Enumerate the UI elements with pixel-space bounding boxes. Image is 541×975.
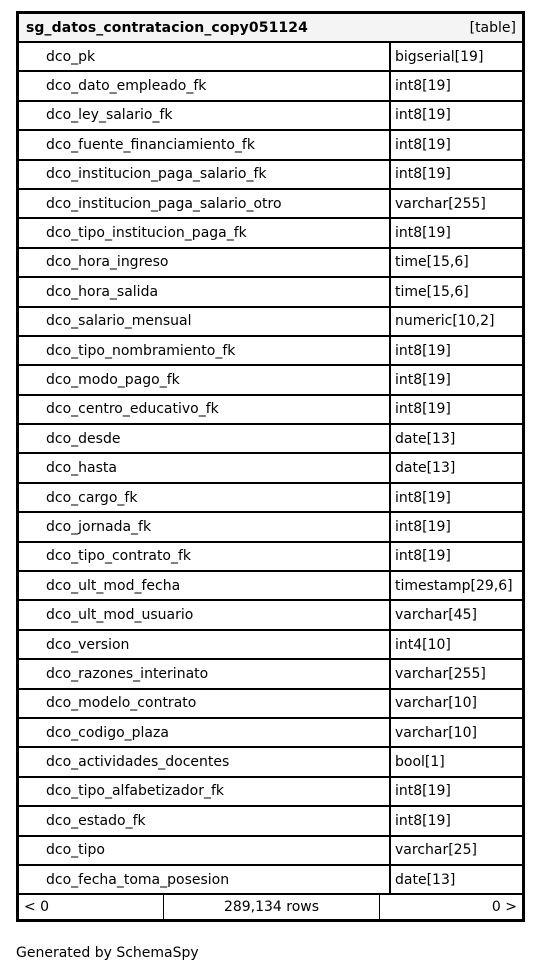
- column-row: [19, 190, 522, 219]
- column-type: varchar[10]: [395, 724, 477, 741]
- column-name: dco_tipo_institucion_paga_fk: [19, 219, 391, 246]
- column-row: [19, 102, 522, 131]
- table-header: [19, 14, 522, 43]
- column-name: dco_version: [19, 631, 391, 658]
- column-row: [19, 660, 522, 689]
- column-row: [19, 837, 522, 866]
- column-row: [19, 690, 522, 719]
- column-name: dco_salario_mensual: [19, 308, 391, 335]
- column-name: dco_hasta: [19, 454, 391, 481]
- column-row: [19, 719, 522, 748]
- column-type: varchar[45]: [395, 607, 477, 624]
- column-name: dco_ult_mod_fecha: [19, 572, 391, 599]
- column-row: [19, 72, 522, 101]
- column-type: int8[19]: [395, 812, 451, 829]
- column-name: dco_fecha_toma_posesion: [19, 866, 391, 893]
- column-type: int8[19]: [395, 166, 451, 183]
- column-name: dco_ley_salario_fk: [19, 102, 391, 129]
- column-type: int8[19]: [395, 401, 451, 418]
- column-row: [19, 543, 522, 572]
- column-name: dco_pk: [19, 43, 391, 70]
- column-name: dco_cargo_fk: [19, 484, 391, 511]
- column-name: dco_dato_empleado_fk: [19, 72, 391, 99]
- column-name: dco_tipo_nombramiento_fk: [19, 337, 391, 364]
- column-name: dco_hora_salida: [19, 278, 391, 305]
- column-type: date[13]: [395, 430, 456, 447]
- column-name: dco_actividades_docentes: [19, 748, 391, 775]
- column-name: dco_modelo_contrato: [19, 690, 391, 717]
- column-type: varchar[255]: [395, 665, 486, 682]
- column-row: [19, 572, 522, 601]
- column-name: dco_modo_pago_fk: [19, 366, 391, 393]
- column-type: int8[19]: [395, 371, 451, 388]
- column-name: dco_tipo_alfabetizador_fk: [19, 778, 391, 805]
- footer-parent-count: < 0: [19, 895, 164, 919]
- column-name: dco_hora_ingreso: [19, 249, 391, 276]
- column-row: [19, 219, 522, 248]
- column-row: [19, 308, 522, 337]
- column-name: dco_desde: [19, 425, 391, 452]
- column-type: int8[19]: [395, 107, 451, 124]
- column-row: [19, 43, 522, 72]
- generated-by-caption: Generated by SchemaSpy: [16, 945, 199, 961]
- column-name: dco_razones_interinato: [19, 660, 391, 687]
- column-name: dco_jornada_fk: [19, 513, 391, 540]
- column-name: dco_institucion_paga_salario_fk: [19, 161, 391, 188]
- column-type: int8[19]: [395, 489, 451, 506]
- column-type: date[13]: [395, 460, 456, 477]
- column-row: [19, 337, 522, 366]
- column-type: numeric[10,2]: [395, 313, 495, 330]
- column-row: [19, 131, 522, 160]
- column-type: int8[19]: [395, 783, 451, 800]
- column-type: timestamp[29,6]: [395, 577, 513, 594]
- column-name: dco_centro_educativo_fk: [19, 396, 391, 423]
- column-row: [19, 161, 522, 190]
- column-row: [19, 249, 522, 278]
- column-type: int8[19]: [395, 548, 451, 565]
- column-row: [19, 748, 522, 777]
- column-type: varchar[255]: [395, 195, 486, 212]
- column-type: time[15,6]: [395, 283, 469, 300]
- column-name: dco_tipo_contrato_fk: [19, 543, 391, 570]
- column-row: [19, 278, 522, 307]
- column-type: varchar[25]: [395, 842, 477, 859]
- column-row: [19, 631, 522, 660]
- column-type: int8[19]: [395, 136, 451, 153]
- table-kind-label: [table]: [469, 19, 516, 36]
- column-row: [19, 866, 522, 895]
- column-type: varchar[10]: [395, 695, 477, 712]
- table-footer: [19, 895, 522, 919]
- column-name: dco_codigo_plaza: [19, 719, 391, 746]
- column-type: int8[19]: [395, 518, 451, 535]
- column-name: dco_institucion_paga_salario_otro: [19, 190, 391, 217]
- column-name: dco_ult_mod_usuario: [19, 601, 391, 628]
- column-row: [19, 601, 522, 630]
- column-type: bool[1]: [395, 754, 445, 771]
- column-type: time[15,6]: [395, 254, 469, 271]
- column-type: date[13]: [395, 871, 456, 888]
- column-row: [19, 778, 522, 807]
- column-row: [19, 396, 522, 425]
- column-list: [19, 43, 522, 895]
- column-name: dco_tipo: [19, 837, 391, 864]
- column-name: dco_estado_fk: [19, 807, 391, 834]
- footer-row-count: 289,134 rows: [164, 895, 380, 919]
- column-row: [19, 484, 522, 513]
- column-name: dco_fuente_financiamiento_fk: [19, 131, 391, 158]
- column-type: int4[10]: [395, 636, 451, 653]
- table-name: sg_datos_contratacion_copy051124: [26, 19, 308, 36]
- column-row: [19, 366, 522, 395]
- footer-child-count: 0 >: [491, 899, 517, 916]
- column-type: int8[19]: [395, 78, 451, 95]
- column-row: [19, 425, 522, 454]
- column-type: int8[19]: [395, 342, 451, 359]
- column-row: [19, 807, 522, 836]
- table-node: [16, 11, 525, 922]
- column-type: bigserial[19]: [395, 48, 484, 65]
- column-row: [19, 454, 522, 483]
- column-row: [19, 513, 522, 542]
- column-type: int8[19]: [395, 225, 451, 242]
